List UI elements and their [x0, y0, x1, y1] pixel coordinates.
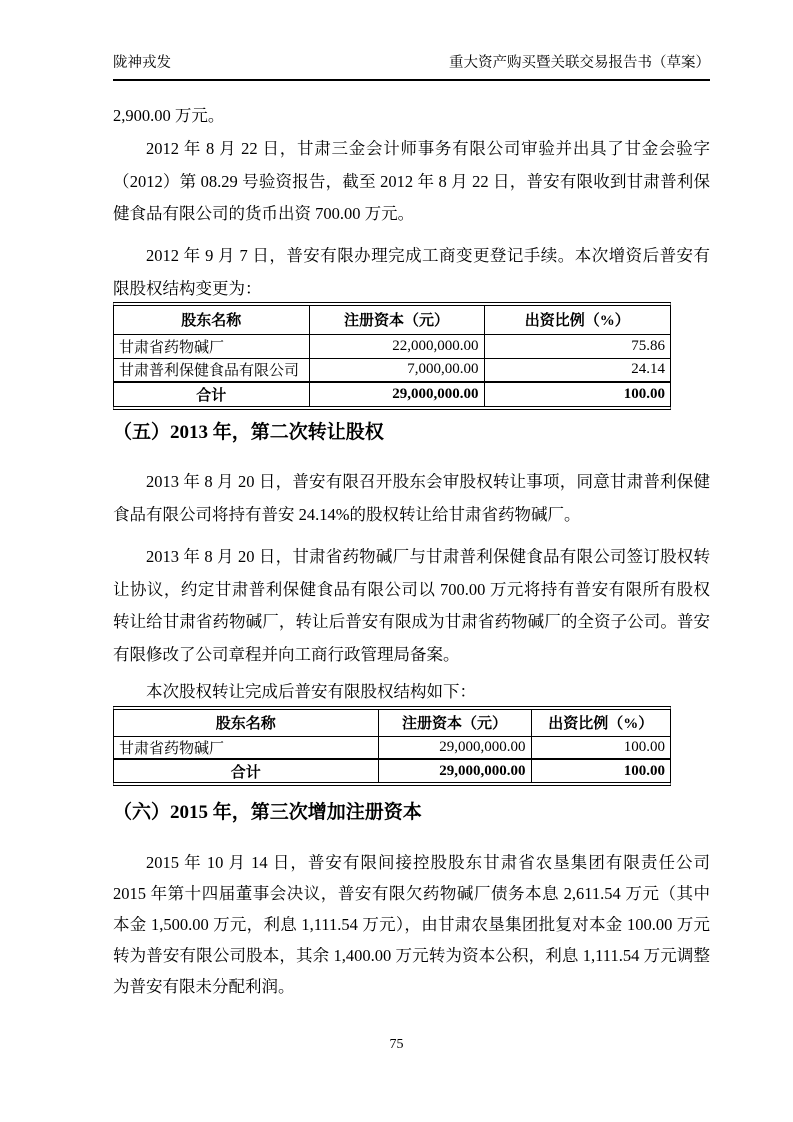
page-header [113, 55, 710, 81]
col-header-shareholder: 股东名称 [181, 313, 242, 330]
table-header-row [114, 306, 670, 334]
total-ratio-value: 100.00 [531, 759, 670, 782]
shareholder-name: 甘肃普利保健食品有限公司 [114, 358, 309, 382]
shareholder-table-2013 [113, 706, 671, 786]
total-label: 合计 [114, 382, 309, 406]
table-total-row [114, 759, 670, 782]
col-header-ratio: 出资比例（%） [531, 710, 670, 736]
col-header-registered-capital: 注册资本（元） [378, 710, 531, 736]
total-ratio-value: 100.00 [484, 382, 670, 406]
table-total-row [114, 382, 670, 406]
total-capital-value: 29,000,000.00 [378, 759, 531, 782]
paragraph-transfer-agreement: 2013 年 8 月 20 日，甘肃省药物碱厂与甘肃普利保健食品有限公司签订股权转让协议，约定甘肃普利保健食品有限公司以 700.00 万元将持有普安有限所有股权转让给甘肃省药物碱厂，转让后普安有限成为甘肃省药物碱厂的全资子公司。普安有限修改了公司章程并向工商行政管理局备案。 [113, 547, 710, 664]
registered-capital-value: 22,000,000.00 [309, 334, 484, 358]
ratio-value: 24.14 [484, 358, 670, 382]
paragraph-capital-verification: 2012 年 8 月 22 日，甘肃三金会计师事务有限公司审验并出具了甘金会验字（2012）第 08.29 号验资报告，截至 2012 年 8 月 22 日，普安有限收到甘肃普利保健食品有限公司的货币出资 700.00 万元。 [113, 139, 710, 223]
header-company-name: 陇神戎发 [113, 55, 171, 71]
paragraph-debt-to-equity: 2015 年 10 月 14 日，普安有限间接控股股东甘肃省农垦集团有限责任公司 2015 年第十四届董事会决议，普安有限欠药物碱厂债务本息 2,611.54 万元（其中本金 1,500.00 万元，利息 1,111.54 万元），由甘肃农垦集团批复对本金 100.00 万元转为普安有限公司股本，其余 1,400.00 万元转为资本公积，利息 1,111.54 万元调整为普安有限未分配利润。 [113, 853, 710, 996]
table-row [114, 736, 670, 759]
registered-capital-value: 29,000,000.00 [378, 736, 531, 759]
registered-capital-value: 7,000,00.00 [309, 358, 484, 382]
col-header-ratio: 出资比例（%） [484, 306, 670, 334]
col-header-shareholder: 股东名称 [215, 716, 276, 733]
ratio-value: 75.86 [484, 334, 670, 358]
paragraph-structure-after-transfer: 本次股权转让完成后普安有限股权结构如下： [146, 682, 476, 701]
shareholder-table-2012 [113, 302, 671, 410]
table-header-row [114, 710, 670, 736]
table-row [114, 358, 670, 382]
header-report-title: 重大资产购买暨关联交易报告书（草案） [449, 55, 710, 71]
total-label: 合计 [114, 759, 378, 782]
table-row [114, 334, 670, 358]
shareholder-name: 甘肃省药物碱厂 [114, 334, 309, 358]
section-heading-5: （五）2013 年，第二次转让股权 [113, 422, 384, 443]
shareholder-name: 甘肃省药物碱厂 [114, 736, 378, 759]
paragraph-registration-change: 2012 年 9 月 7 日，普安有限办理完成工商变更登记手续。本次增资后普安有限股权结构变更为： [113, 246, 710, 298]
paragraph-carryover: 2,900.00 万元。 [113, 106, 225, 125]
section-heading-6: （六）2015 年，第三次增加注册资本 [113, 802, 422, 823]
col-header-registered-capital: 注册资本（元） [309, 306, 484, 334]
total-capital-value: 29,000,000.00 [309, 382, 484, 406]
ratio-value: 100.00 [531, 736, 670, 759]
paragraph-transfer-resolution: 2013 年 8 月 20 日，普安有限召开股东会审股权转让事项，同意甘肃普利保健食品有限公司将持有普安 24.14%的股权转让给甘肃省药物碱厂。 [113, 472, 710, 524]
page-number: 75 [389, 1037, 404, 1052]
